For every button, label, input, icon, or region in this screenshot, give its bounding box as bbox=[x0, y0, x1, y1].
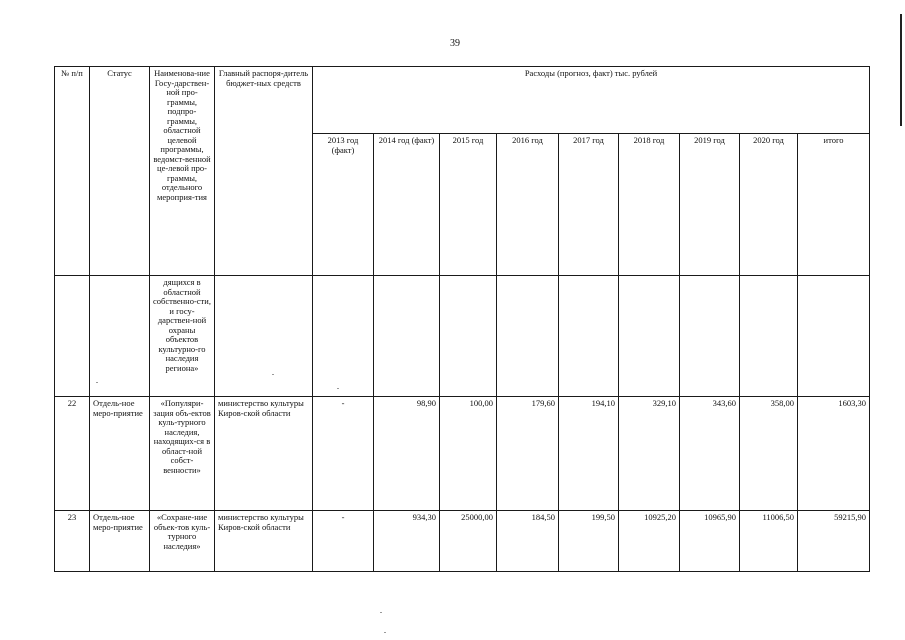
col-header-expenses: Расходы (прогноз, факт) тыс. рублей bbox=[313, 67, 870, 134]
cell-chief: министерство культуры Киров-ской области bbox=[215, 397, 313, 511]
cell-num: 22 bbox=[55, 397, 90, 511]
cell-value: - bbox=[313, 397, 374, 511]
col-header-year: 2015 год bbox=[440, 134, 497, 276]
col-header-name: Наименова-ние Госу-дарствен-ной про-граммы, подпро-граммы, областной целевой программы, ведомст-венной це-левой про-граммы, отдельного мероприя-тия bbox=[150, 67, 215, 276]
scan-speck bbox=[96, 382, 98, 383]
scan-speck bbox=[337, 388, 339, 389]
cell-value: 934,30 bbox=[374, 511, 440, 572]
scan-speck bbox=[384, 632, 386, 633]
cell-value: 199,50 bbox=[559, 511, 619, 572]
cell-value: 184,50 bbox=[497, 511, 559, 572]
col-header-year: 2013 год (факт) bbox=[313, 134, 374, 276]
cell-value bbox=[619, 276, 680, 397]
cell-value bbox=[313, 276, 374, 397]
table-row bbox=[55, 276, 870, 397]
page-number: 39 bbox=[450, 38, 460, 49]
cell-name: «Популяри-зация объ-ектов куль-турного наследия, находящих-ся в област-ной собст-венности» bbox=[150, 397, 215, 511]
cell-value bbox=[374, 276, 440, 397]
col-header-year: 2016 год bbox=[497, 134, 559, 276]
cell-chief: министерство культуры Киров-ской области bbox=[215, 511, 313, 572]
cell-value: 10965,90 bbox=[680, 511, 740, 572]
header-row bbox=[55, 67, 870, 134]
col-header-year: 2017 год bbox=[559, 134, 619, 276]
cell-value bbox=[559, 276, 619, 397]
scan-speck bbox=[272, 374, 274, 375]
cell-value: 100,00 bbox=[440, 397, 497, 511]
col-header-total: итого bbox=[798, 134, 870, 276]
page-edge-mark bbox=[900, 14, 902, 126]
cell-total bbox=[798, 276, 870, 397]
cell-value: 343,60 bbox=[680, 397, 740, 511]
cell-value: 10925,20 bbox=[619, 511, 680, 572]
cell-value bbox=[740, 276, 798, 397]
cell-status: Отдель-ное меро-приятие bbox=[90, 397, 150, 511]
cell-name: «Сохране-ние объек-тов куль-турного наследия» bbox=[150, 511, 215, 572]
cell-status bbox=[90, 276, 150, 397]
cell-value: 179,60 bbox=[497, 397, 559, 511]
col-header-year: 2019 год bbox=[680, 134, 740, 276]
cell-value bbox=[497, 276, 559, 397]
table-row bbox=[55, 397, 870, 511]
cell-value: 25000,00 bbox=[440, 511, 497, 572]
cell-value: - bbox=[313, 511, 374, 572]
scan-speck bbox=[380, 612, 382, 613]
col-header-num: № п/п bbox=[55, 67, 90, 276]
cell-value bbox=[680, 276, 740, 397]
col-header-year: 2014 год (факт) bbox=[374, 134, 440, 276]
cell-value: 98,90 bbox=[374, 397, 440, 511]
cell-chief bbox=[215, 276, 313, 397]
cell-value: 194,10 bbox=[559, 397, 619, 511]
table-row bbox=[55, 511, 870, 572]
col-header-year: 2018 год bbox=[619, 134, 680, 276]
col-header-year: 2020 год bbox=[740, 134, 798, 276]
budget-table bbox=[54, 66, 870, 572]
cell-value bbox=[440, 276, 497, 397]
cell-num: 23 bbox=[55, 511, 90, 572]
cell-value: 358,00 bbox=[740, 397, 798, 511]
cell-total: 59215,90 bbox=[798, 511, 870, 572]
col-header-chief: Главный распоря-дитель бюджет-ных средств bbox=[215, 67, 313, 276]
cell-value: 329,10 bbox=[619, 397, 680, 511]
cell-total: 1603,30 bbox=[798, 397, 870, 511]
cell-value: 11006,50 bbox=[740, 511, 798, 572]
cell-name: дящихся в областной собственно-сти, и госу-дарствен-ной охраны объектов культурно-го наследия региона» bbox=[150, 276, 215, 397]
cell-num bbox=[55, 276, 90, 397]
col-header-status: Статус bbox=[90, 67, 150, 276]
cell-status: Отдель-ное меро-приятие bbox=[90, 511, 150, 572]
